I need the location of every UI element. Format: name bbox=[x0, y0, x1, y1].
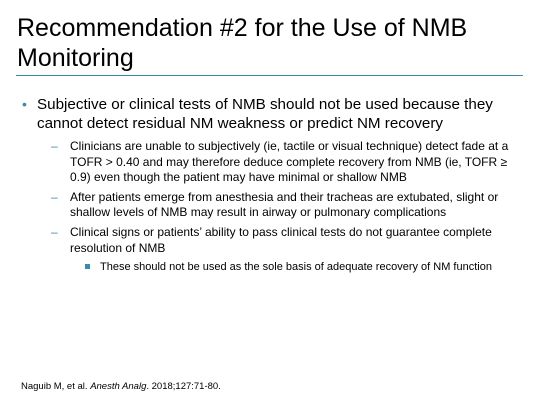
citation-authors: Naguib M, et al. bbox=[21, 381, 88, 392]
square-bullet-icon bbox=[85, 264, 90, 269]
slide-title: Recommendation #2 for the Use of NMB Monitoring bbox=[17, 14, 468, 72]
bullet-level-2 bbox=[0, 225, 540, 256]
bullet-level-1 bbox=[0, 95, 540, 133]
dash-icon: – bbox=[51, 139, 58, 153]
bullet-level-3 bbox=[0, 260, 540, 274]
bullet-text: Subjective or clinical tests of NMB should not be used because they cannot detect residual NM weakness or predict NM recovery bbox=[37, 96, 493, 132]
bullet-level-2 bbox=[0, 190, 540, 221]
title-divider bbox=[16, 75, 523, 76]
dash-icon: – bbox=[51, 189, 58, 204]
bullet-text: Clinical signs or patients’ ability to pass clinical tests do not guarantee complete resolution of NMB bbox=[70, 224, 492, 255]
bullet-text: These should not be used as the sole basis of adequate recovery of NM function bbox=[100, 261, 492, 274]
bullet-text: Clinicians are unable to subjectively (ie, tactile or visual technique) detect fade at a TOFR > 0.40 and may therefore deduce complete recovery from NMB (ie, TOFR ≥ 0.9) even though the patient may have minimal or shallow NMB bbox=[70, 139, 509, 185]
bullet-text: After patients emerge from anesthesia and their tracheas are extubated, slight or shallow levels of NMB may result in airway or pulmonary complications bbox=[70, 189, 499, 220]
citation bbox=[21, 381, 221, 393]
dash-icon: – bbox=[51, 224, 58, 239]
citation-details: . 2018;127:71-80. bbox=[146, 381, 221, 392]
slide-body bbox=[0, 95, 540, 278]
bullet-level-2 bbox=[0, 139, 540, 186]
bullet-dot-icon: • bbox=[22, 96, 27, 112]
citation-journal: Anesth Analg bbox=[90, 381, 147, 392]
